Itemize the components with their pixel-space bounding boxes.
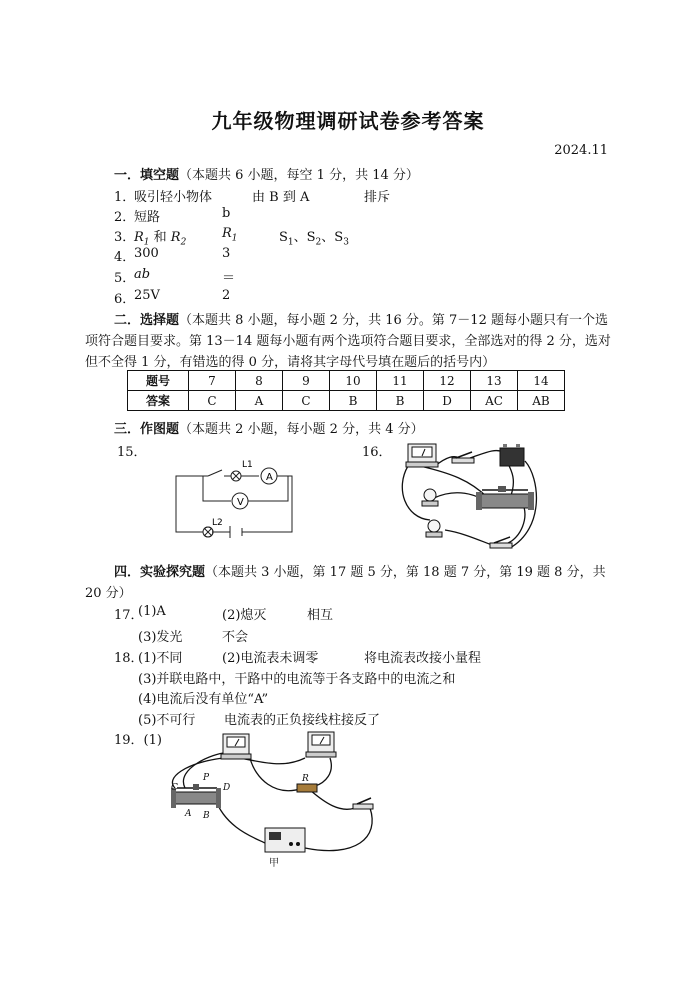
- answer-table: [127, 370, 565, 411]
- table-cell: D: [424, 391, 471, 411]
- q18-line1-b: (2)电流表未调零: [222, 651, 319, 666]
- date: 2024.11: [554, 143, 608, 158]
- ammeter-icon: [406, 444, 438, 467]
- q16-physical-circuit: [390, 438, 550, 553]
- ammeter-icon: [221, 734, 251, 759]
- table-cell: A: [236, 391, 283, 411]
- q16-number: 16．: [362, 445, 392, 460]
- q2-answer-2: b: [222, 206, 231, 221]
- q3-answer-1: $R_1$ 和 $R_2$: [134, 230, 187, 248]
- resistor-icon: [297, 784, 317, 792]
- q1-answer-3: 排斥: [364, 190, 391, 205]
- section-4-title: 四．实验探究题: [114, 565, 206, 580]
- table-cell: AC: [471, 391, 518, 411]
- q6-number: 6．: [114, 292, 136, 307]
- q4-answer-1: 300: [134, 246, 159, 261]
- table-row: [128, 391, 565, 411]
- table-cell: B: [330, 391, 377, 411]
- table-cell: C: [283, 391, 330, 411]
- table-cell: 13: [471, 371, 518, 391]
- table-cell: 9: [283, 371, 330, 391]
- label-b: B: [203, 811, 210, 821]
- q17-line1-c: 相互: [307, 608, 334, 623]
- lamp-l1-label: L1: [242, 460, 253, 470]
- q18-line1-c: 将电流表改接小量程: [364, 651, 482, 666]
- table-cell: AB: [518, 391, 565, 411]
- q5-number: 5．: [114, 271, 136, 286]
- q4-number: 4．: [114, 250, 136, 265]
- table-cell: 12: [424, 371, 471, 391]
- q19-number: 19．(1): [114, 733, 162, 748]
- label-r: R: [302, 774, 309, 784]
- section-3-heading: [114, 418, 424, 437]
- q2-answer-1: 短路: [134, 210, 161, 225]
- section-1-note: （本题共 6 小题，每空 1 分，共 14 分）: [179, 168, 419, 183]
- section-1-heading: [114, 164, 419, 183]
- section-3-title: 三．作图题: [114, 422, 180, 437]
- q18-line3: (4)电流后没有单位“A”: [138, 692, 269, 707]
- section-2-title: 二．选择题: [114, 313, 180, 328]
- table-row: [128, 371, 565, 391]
- switch-icon: [490, 537, 512, 548]
- q3-number: 3．: [114, 230, 136, 245]
- table-cell: 10: [330, 371, 377, 391]
- table-header-label: 题号: [128, 371, 189, 391]
- q1-answer-1: 吸引轻小物体: [134, 190, 213, 205]
- battery-icon: [500, 444, 524, 466]
- q4-answer-2: 3: [222, 246, 231, 261]
- table-cell: 14: [518, 371, 565, 391]
- q18-line1-a: (1)不同: [138, 651, 183, 666]
- lamp-l2-label: L2: [212, 518, 223, 528]
- table-cell: B: [377, 391, 424, 411]
- ammeter-label: A: [266, 472, 273, 483]
- section-1-title: 一．填空题: [114, 168, 180, 183]
- section-2-note: （本题共 8 小题，每小题 2 分，共 16 分。第 7－12 题每小题只有一个选项符合题目要求。第 13－14 题每小题有两个选项符合题目要求，全部选对的得 2 分，选对但不全得 1 分，有错选的得 0 分，请将其字母代号填在题后的括号内）: [85, 313, 611, 370]
- q17-line2-a: (3)发光: [138, 630, 183, 645]
- q6-answer-2: 2: [222, 288, 231, 303]
- table-answer-label: 答案: [128, 391, 189, 411]
- q5-answer-2: ＝: [222, 271, 236, 286]
- switch-icon: [353, 798, 373, 809]
- table-cell: 11: [377, 371, 424, 391]
- q18-line4-b: 电流表的正负接线柱接反了: [224, 713, 381, 728]
- section-3-note: （本题共 2 小题，每小题 2 分，共 4 分）: [179, 422, 424, 437]
- table-cell: 8: [236, 371, 283, 391]
- voltmeter-label: V: [237, 497, 244, 508]
- q15-circuit-diagram: [170, 455, 300, 547]
- q2-number: 2．: [114, 210, 136, 225]
- section-2-heading: [85, 310, 613, 373]
- q6-answer-1: 25V: [134, 288, 160, 303]
- label-c: C: [171, 783, 178, 793]
- page-title: 九年级物理调研试卷参考答案: [211, 109, 485, 133]
- q17-number: 17．: [114, 608, 144, 623]
- table-cell: C: [189, 391, 236, 411]
- switch-icon: [452, 452, 474, 463]
- q18-line4-a: (5)不可行: [138, 713, 196, 728]
- q1-answer-2: 由 B 到 A: [252, 190, 310, 205]
- q1-number: 1．: [114, 190, 136, 205]
- q17-line2-b: 不会: [222, 630, 249, 645]
- bulb-icon: [422, 489, 438, 506]
- label-p: P: [203, 773, 210, 783]
- label-d: D: [223, 783, 231, 793]
- q17-line1-a: (1)A: [138, 604, 166, 619]
- q18-line2: (3)并联电路中，干路中的电流等于各支路中的电流之和: [138, 672, 456, 687]
- rheostat-icon: [171, 784, 221, 808]
- section-4-note: （本题共 3 小题，第 17 题 5 分，第 18 题 7 分，第 19 题 8 分，共 20 分）: [85, 565, 606, 601]
- q3-answer-2: $R_1$: [222, 226, 238, 244]
- bulb-icon: [426, 520, 442, 537]
- label-a: A: [185, 809, 192, 819]
- label-jia: 甲: [269, 858, 279, 869]
- power-supply-icon: [265, 828, 305, 852]
- q18-number: 18．: [114, 651, 144, 666]
- voltmeter-icon: [306, 732, 336, 757]
- q15-number: 15．: [117, 445, 147, 460]
- section-4-heading: [85, 562, 613, 604]
- rheostat-icon: [476, 486, 534, 510]
- q5-answer-1: ab: [134, 267, 151, 282]
- table-cell: 7: [189, 371, 236, 391]
- q19-physical-circuit: [155, 728, 395, 873]
- q3-answer-3: $S_1$、$S_2$、$S_3$: [279, 230, 349, 248]
- q17-line1-b: (2)熄灭: [222, 608, 267, 623]
